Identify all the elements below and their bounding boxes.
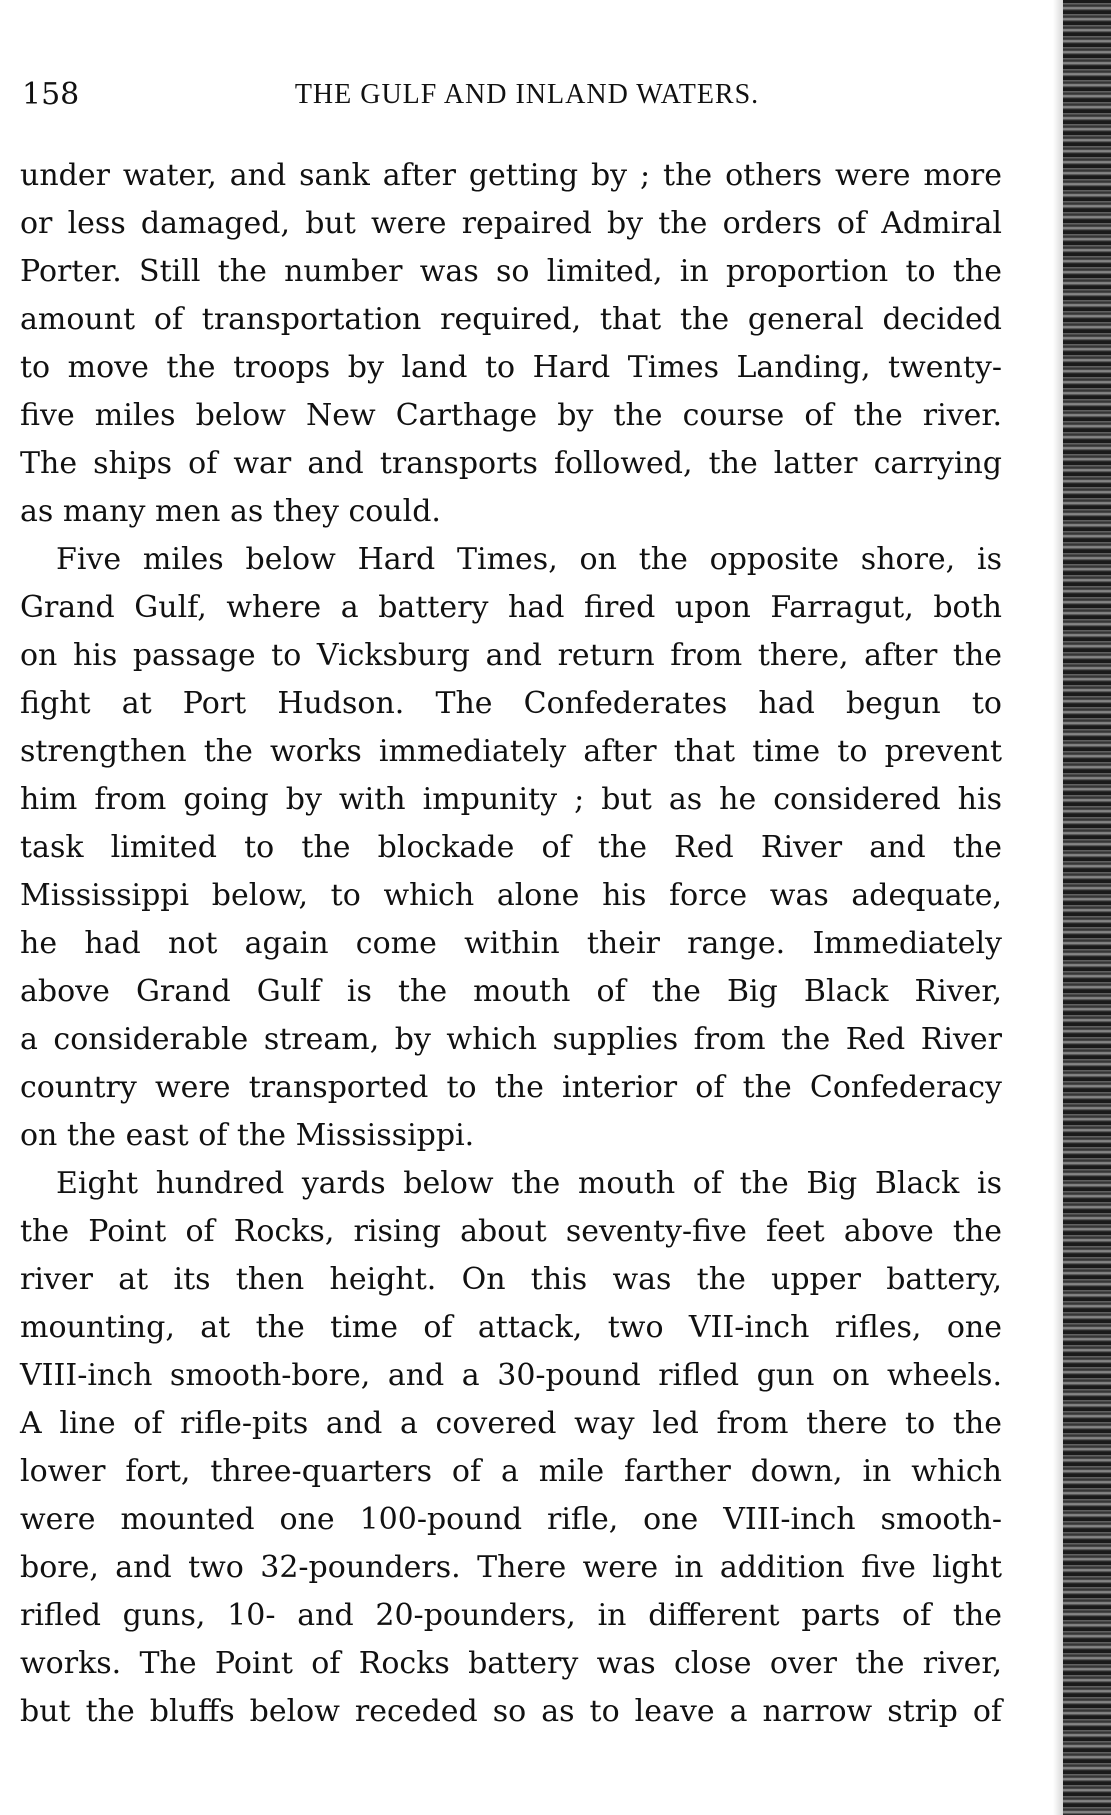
text-line: Porter. Still the number was so limited, in proportion to the [20,254,1002,289]
text-line: A line of rifle-pits and a covered way led from there to the [20,1406,1002,1441]
text-line: lower fort, three-quarters of a mile farther down, in which [20,1454,1002,1489]
text-line: as many men as they could. [20,494,441,529]
page-header [22,70,1012,120]
text-line: him from going by with impunity ; but as he considered his [20,782,1002,817]
text-line: mounting, at the time of attack, two VII-inch rifles, one [20,1310,1002,1345]
text-line: to move the troops by land to Hard Times Landing, twenty- [20,350,1002,385]
page-number: 158 [22,77,80,112]
text-line: rifled guns, 10- and 20-pounders, in different parts of the [20,1598,1002,1633]
scan-gutter-shadow [1053,0,1063,1815]
text-line: under water, and sank after getting by ; the others were more [20,158,1002,193]
text-line: bore, and two 32-pounders. There were in addition five light [20,1550,1002,1585]
running-title: THE GULF AND INLAND WATERS. [294,79,760,110]
text-line: five miles below New Carthage by the course of the river. [20,398,1002,433]
text-line: above Grand Gulf is the mouth of the Big Black River, [20,974,1002,1009]
text-line: the Point of Rocks, rising about seventy-five feet above the [20,1214,1002,1249]
text-line: on his passage to Vicksburg and return from there, after the [20,638,1002,673]
text-line: The ships of war and transports followed, the latter carrying [20,446,1002,481]
text-line: works. The Point of Rocks battery was close over the river, [20,1646,1002,1681]
text-line: amount of transportation required, that the general decided [20,302,1002,337]
body-text [20,152,1002,1736]
text-line: Eight hundred yards below the mouth of the Big Black is [56,1166,1002,1201]
text-line: on the east of the Mississippi. [20,1118,475,1153]
text-line: were mounted one 100-pound rifle, one VIII-inch smooth- [20,1502,1002,1537]
scan-edge-artifact [1063,0,1111,1815]
text-line: VIII-inch smooth-bore, and a 30-pound rifled gun on wheels. [20,1358,1002,1393]
text-line: he had not again come within their range. Immediately [20,926,1002,961]
text-line: Mississippi below, to which alone his force was adequate, [20,878,1002,913]
text-line: river at its then height. On this was the upper battery, [20,1262,1002,1297]
text-line: fight at Port Hudson. The Confederates had begun to [20,686,1002,721]
text-line: but the bluffs below receded so as to leave a narrow strip of [20,1694,1002,1729]
text-line: or less damaged, but were repaired by the orders of Admiral [20,206,1002,241]
text-line: country were transported to the interior of the Confederacy [20,1070,1002,1105]
text-line: Grand Gulf, where a battery had fired upon Farragut, both [20,590,1002,625]
text-line: task limited to the blockade of the Red River and the [20,830,1002,865]
text-line: a considerable stream, by which supplies from the Red River [20,1022,1002,1057]
text-line: Five miles below Hard Times, on the opposite shore, is [56,542,1002,577]
text-line: strengthen the works immediately after that time to prevent [20,734,1002,769]
